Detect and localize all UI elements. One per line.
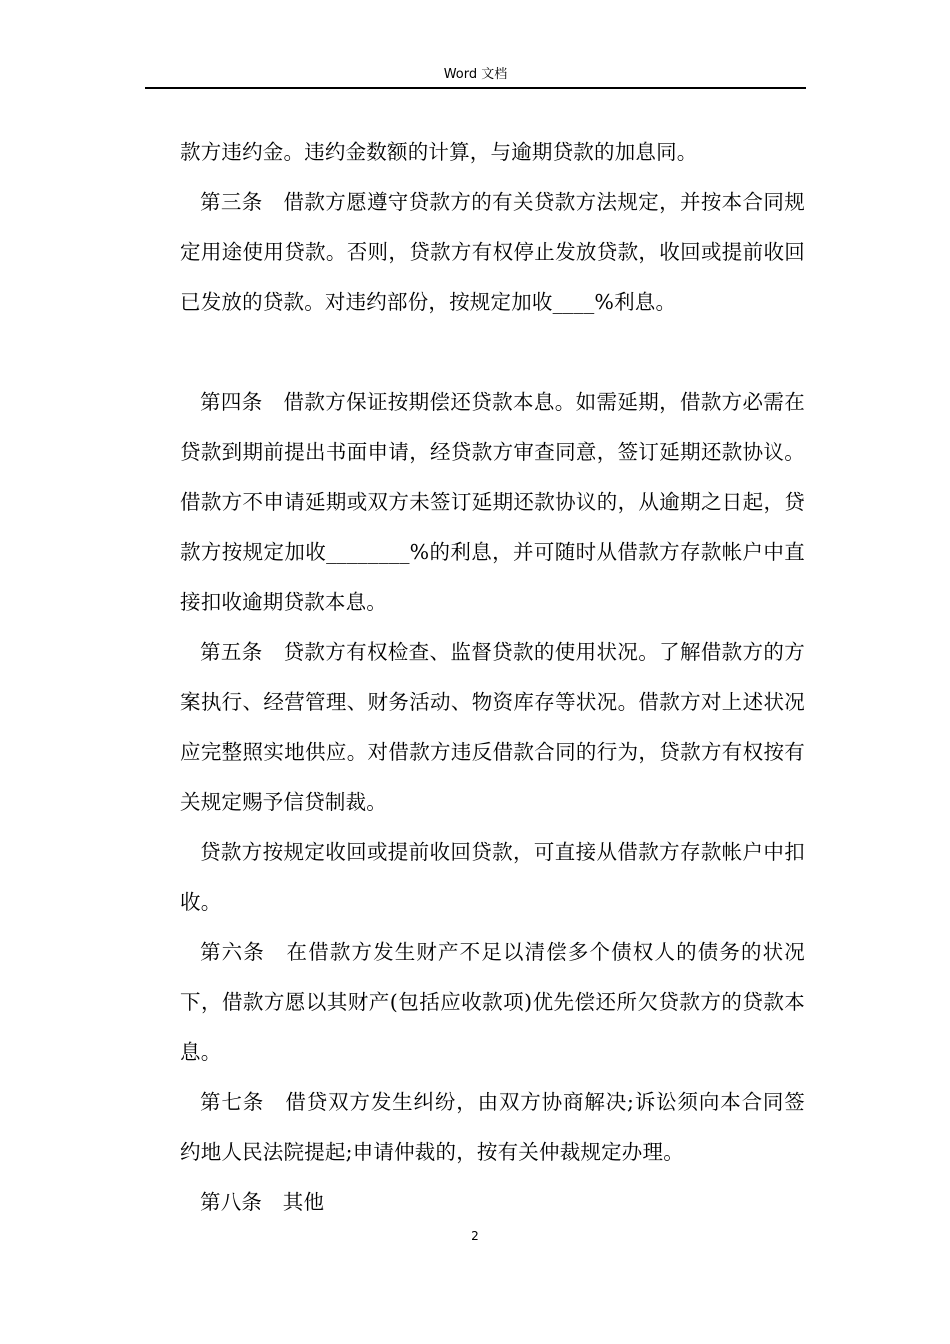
paragraph-article-5: 第五条 贷款方有权检查、监督贷款的使用状况。了解借款方的方案执行、经营管理、财务活动、物资库存等状况。借款方对上述状况应完整照实地供应。对借款方违反借款合同的行为，贷款方有权按有关规定赐予信贷制裁。 bbox=[180, 640, 805, 814]
paragraph-continuation: 款方违约金。违约金数额的计算，与逾期贷款的加息同。 bbox=[180, 140, 698, 164]
paragraph-article-7: 第七条 借贷双方发生纠纷，由双方协商解决;诉讼须向本合同签约地人民法院提起;申请仲裁的，按有关仲裁规定办理。 bbox=[180, 1090, 805, 1164]
page-number: 2 bbox=[471, 1229, 479, 1243]
header-divider bbox=[145, 87, 806, 89]
page-header: Word 文档 bbox=[443, 67, 508, 82]
paragraph-article-6: 第六条 在借款方发生财产不足以清偿多个债权人的债务的状况下，借款方愿以其财产(包括应收款项)优先偿还所欠贷款方的贷款本息。 bbox=[180, 940, 805, 1064]
paragraph-article-4: 第四条 借款方保证按期偿还贷款本息。如需延期，借款方必需在贷款到期前提出书面申请，经贷款方审查同意，签订延期还款协议。借款方不申请延期或双方未签订延期还款协议的，从逾期之日起，贷款方按规定加收________%的利息，并可随时从借款方存款帐户中直接扣收逾期贷款本息。 bbox=[180, 390, 805, 614]
document-body bbox=[180, 127, 805, 1227]
blank-line bbox=[180, 327, 805, 377]
paragraph-article-3: 第三条 借款方愿遵守贷款方的有关贷款方法规定，并按本合同规定用途使用贷款。否则，贷款方有权停止发放贷款，收回或提前收回已发放的贷款。对违约部份，按规定加收____%利息。 bbox=[180, 190, 805, 314]
paragraph-article-5-clause: 贷款方按规定收回或提前收回贷款，可直接从借款方存款帐户中扣收。 bbox=[180, 840, 805, 914]
paragraph-article-8: 第八条 其他 bbox=[200, 1190, 325, 1214]
